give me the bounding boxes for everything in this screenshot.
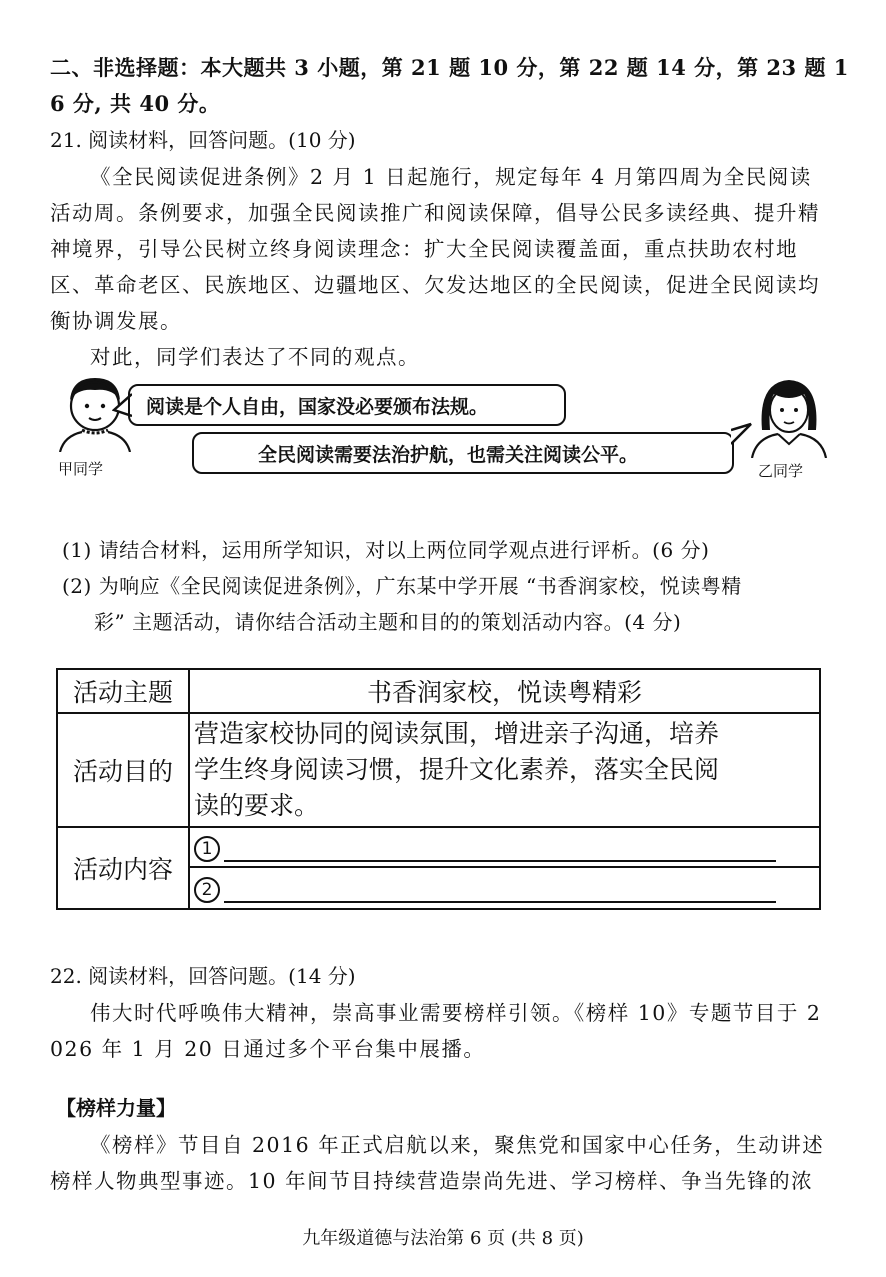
content-answer-2[interactable] [189,867,820,909]
answer-line-2[interactable] [224,877,776,903]
content-answer-1[interactable] [189,827,820,867]
purpose-value [189,713,820,827]
answer-line-1[interactable] [224,836,776,862]
q21-title: 21. 阅读材料，回答问题。(10 分) [50,128,356,152]
q21-para-line: 活动周。条例要求，加强全民阅读推广和阅读保障，倡导公民多读经典、提升精 [50,201,820,225]
student-b-quote: 全民阅读需要法治护航，也需关注阅读公平。 [258,443,639,466]
section-heading-line2: 6 分, 共 40 分。 [50,91,221,116]
table-row [57,713,820,827]
circled-number-2: 2 [194,877,220,903]
q21-para-line: 《全民阅读促进条例》2 月 1 日起施行，规定每年 4 月第四周为全民阅读 [90,165,812,189]
table-row [57,669,820,713]
q21-intro: 对此，同学们表达了不同的观点。 [90,345,420,369]
q21-sub2-line1: (2) 为响应《全民阅读促进条例》，广东某中学开展 “书香润家校，悦读粤精 [62,574,742,598]
purpose-label: 活动目的 [57,713,189,827]
content-label: 活动内容 [57,827,189,909]
q21-para-line: 神境界，引导公民树立终身阅读理念：扩大全民阅读覆盖面，重点扶助农村地 [50,237,798,261]
purpose-line: 学生终身阅读习惯，提升文化素养，落实全民阅 [194,755,720,784]
table-row [57,827,820,867]
student-b-illustration [744,372,834,458]
q21-para-line: 区、革命老区、民族地区、边疆地区、欠发达地区的全民阅读，促进全民阅读均 [50,273,820,297]
q22-para2-line: 榜样人物典型事迹。10 年间节目持续营造崇尚先进、学习榜样、争当先锋的浓 [50,1169,814,1193]
q21-sub2-line2: 彩” 主题活动，请你结合活动主题和目的的策划活动内容。(4 分) [94,610,682,634]
theme-label: 活动主题 [57,669,189,713]
theme-value: 书香润家校，悦读粤精彩 [189,669,820,713]
student-a-speech-bubble [128,384,566,426]
page-footer: 九年级道德与法治第 6 页 (共 8 页) [302,1228,584,1249]
q22-para-line: 伟大时代呼唤伟大精神，崇高事业需要榜样引领。《榜样 10》专题节目于 2 [90,1001,822,1025]
circled-number-1: 1 [194,836,220,862]
q22-para-line: 026 年 1 月 20 日通过多个平台集中展播。 [50,1037,486,1061]
q22-title: 22. 阅读材料，回答问题。(14 分) [50,964,356,988]
student-a-quote: 阅读是个人自由，国家没必要颁布法规。 [146,395,489,418]
q22-subheading: 【榜样力量】 [56,1096,176,1120]
q21-sub1: (1) 请结合材料，运用所学知识，对以上两位同学观点进行评析。(6 分) [62,538,710,562]
student-b-label: 乙同学 [758,462,804,480]
q22-para2-line: 《榜样》节目自 2016 年正式启航以来，聚焦党和国家中心任务，生动讲述 [90,1133,825,1157]
q21-para-line: 衡协调发展。 [50,309,182,333]
section-heading-line1: 二、非选择题：本大题共 3 小题，第 21 题 10 分，第 22 题 14 分，第 23 题 1 [50,55,849,80]
purpose-line: 读的要求。 [194,791,320,820]
activity-plan-table [56,668,821,910]
purpose-line: 营造家校协同的阅读氛围，增进亲子沟通，培养 [194,719,720,748]
student-a-label: 甲同学 [58,460,104,478]
student-b-speech-bubble [192,432,734,474]
